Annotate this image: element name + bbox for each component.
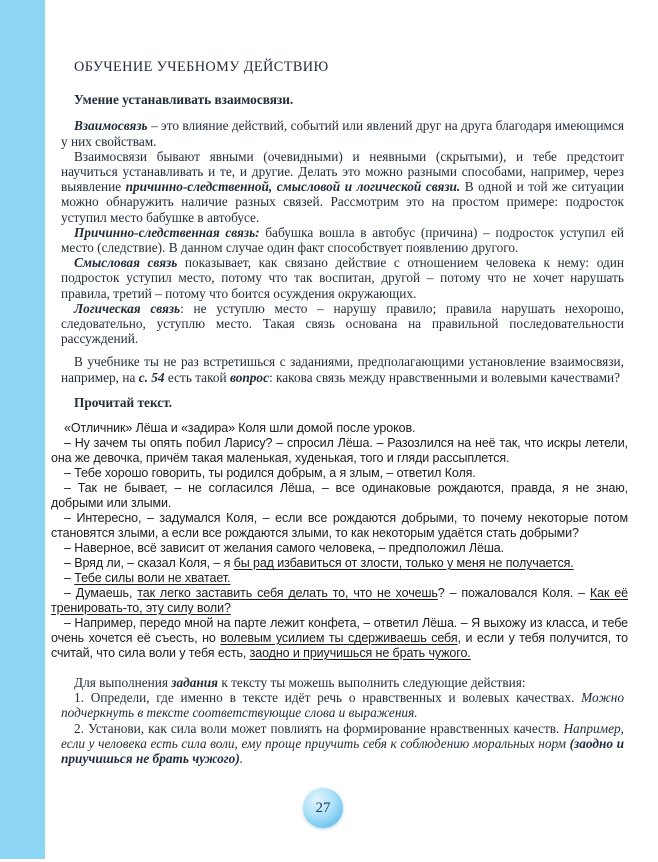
text-run: «Отличник» Лёша и «задира» Коля шли домой после уроков. (64, 421, 416, 436)
text-run: так легко заставить себя делать то, что не хочешь (137, 586, 438, 601)
page-number: 27 (315, 799, 331, 816)
body-paragraph (51, 225, 628, 255)
story-paragraph (51, 571, 628, 586)
story-paragraph (51, 481, 628, 511)
text-run: В учебнике ты не раз встретишься с заданиями, предполагающими установление взаимосвязи, например, на (61, 354, 624, 385)
task-intro (51, 675, 628, 690)
body-paragraph (51, 118, 628, 148)
task-item (51, 721, 628, 767)
text-run: вопрос (229, 369, 269, 385)
text-run: Тебе силы воли не хватает. (74, 571, 231, 586)
section-heading (51, 92, 628, 107)
story-paragraph (51, 436, 628, 466)
document-body (51, 60, 628, 766)
page-title (51, 60, 628, 75)
story-paragraph (51, 541, 628, 556)
text-run: Для выполнения (74, 675, 172, 691)
text-run: Как её тренировать-то, эту силу воли? (51, 586, 628, 616)
story-paragraph (51, 586, 628, 616)
text-run: бабушка вошла в автобус (причина) – подросток уступил ей место (следствие). В данном случае один факт способствует появлению другого. (61, 224, 624, 256)
text-run: В одной и той же ситуации можно обнаружить наличие разных связей. Рассмотрим это на простом примере: подросток уступил место бабушке в автобусе. (61, 179, 624, 225)
text-run: волевым усилием ты сдерживаешь себя (220, 631, 458, 646)
text-run: показывает, как связано действие с отношением человека к нему: один подросток уступил место, потому что так воспитан, другой – потому что не хочет нарушать правила, третий – потому что боится осуждения окружающих. (61, 255, 624, 301)
text-run: – Вряд ли, – сказал Коля, – я (64, 556, 234, 571)
text-run: – это влияние действий, событий или явлений друг на друга благодаря имеющимся у них свойствам. (61, 118, 624, 149)
body-paragraph (51, 149, 628, 225)
text-run: Взаимосвязь (74, 118, 148, 134)
text-run: – Так не бывает, – не согласился Лёша, – все одинаковые рождаются, правда, я не знаю, добрыми или злыми. (51, 481, 628, 511)
text-run: – Тебе хорошо говорить, ты родился добрым, а я злым, – ответил Коля. (64, 466, 476, 481)
story-paragraph (51, 556, 628, 571)
text-run: – Наверное, всё зависит от желания самого человека, – предположил Лёша. (64, 541, 505, 556)
text-run: 1. Определи, где именно в тексте идёт речь о нравственных и волевых качествах. (74, 690, 582, 706)
task-item (51, 690, 628, 720)
text-run: ОБУЧЕНИЕ УЧЕБНОМУ ДЕЙСТВИЮ (74, 59, 329, 75)
text-run: Умение устанавливать взаимосвязи. (74, 92, 294, 108)
body-paragraph (51, 255, 628, 301)
page-number-badge (303, 788, 343, 828)
text-run: – Например, передо мной на парте лежит конфета, – ответил Лёша. – Я выхожу из класса, и тебе очень хочется её съесть, но (51, 616, 628, 646)
text-run: заодно и приучишься не брать чужого. (249, 646, 471, 661)
text-run: Прочитай текст. (74, 394, 173, 410)
text-run: , и если у тебя получится, то считай, что сила воли у тебя есть, (51, 631, 629, 661)
text-run: Например, если у человека есть сила воли, ему проще приучить себя к соблюдению моральных норм (61, 720, 624, 751)
text-run: ? – пожаловался Коля. – (437, 586, 590, 601)
text-run: к тексту ты можешь выполнить следующие действия: (218, 675, 526, 691)
text-run: Логическая связь (74, 300, 181, 316)
text-run: Можно подчеркнуть в тексте соответствующие слова и выражения. (61, 690, 624, 721)
story-paragraph (51, 421, 628, 436)
text-run: : какова связь между нравственными и волевыми качествами? (268, 369, 621, 385)
text-run: – (64, 571, 75, 586)
text-run: с. 54 (138, 369, 165, 385)
text-run: Смысловая связь (74, 255, 178, 271)
story-paragraph (51, 466, 628, 481)
text-run: бы рад избавиться от злости, только у меня не получается. (233, 556, 574, 571)
text-run: (заодно и приучишься не брать чужого) (61, 735, 624, 767)
body-paragraph (51, 354, 628, 384)
text-run: – Ну зачем ты опять побил Ларису? – спросил Лёша. – Разозлился на неё так, что искры летели, она же девочка, причём такая маленькая, худенькая, того и гляди рассыплется. (51, 436, 628, 466)
text-run: . (239, 751, 244, 767)
story-paragraph (51, 616, 628, 661)
story-paragraph (51, 511, 628, 541)
text-run: причинно-следственной, смысловой и логической связи. (125, 179, 461, 195)
text-run: Причинно-следственная связь: (74, 224, 260, 240)
text-run: : не уступлю место – нарушу правило; правила нарушать нехорошо, следовательно, уступлю место. Такая связь основана на правильной последовательности рассуждений. (61, 300, 624, 347)
text-run: – Думаешь, (64, 586, 138, 601)
read-text-heading (51, 395, 628, 410)
left-accent-band (0, 0, 45, 859)
text-run: задания (171, 675, 218, 691)
text-run: 2. Установи, как сила воли может повлиять на формирование нравственных качеств. (74, 720, 564, 736)
body-paragraph (51, 301, 628, 347)
text-run: Взаимосвязи бывают явными (очевидными) и неявными (скрытыми), и тебе предстоит научиться устанавливать и те, и другие. Делать это можно разными способами, например, через выявление (61, 148, 624, 195)
text-run: есть такой (164, 369, 230, 385)
text-run: – Интересно, – задумался Коля, – если все рождаются добрыми, то почему некоторые потом становятся злыми, а если все рождаются злыми, то как некоторым удаётся стать добрыми? (51, 511, 628, 541)
